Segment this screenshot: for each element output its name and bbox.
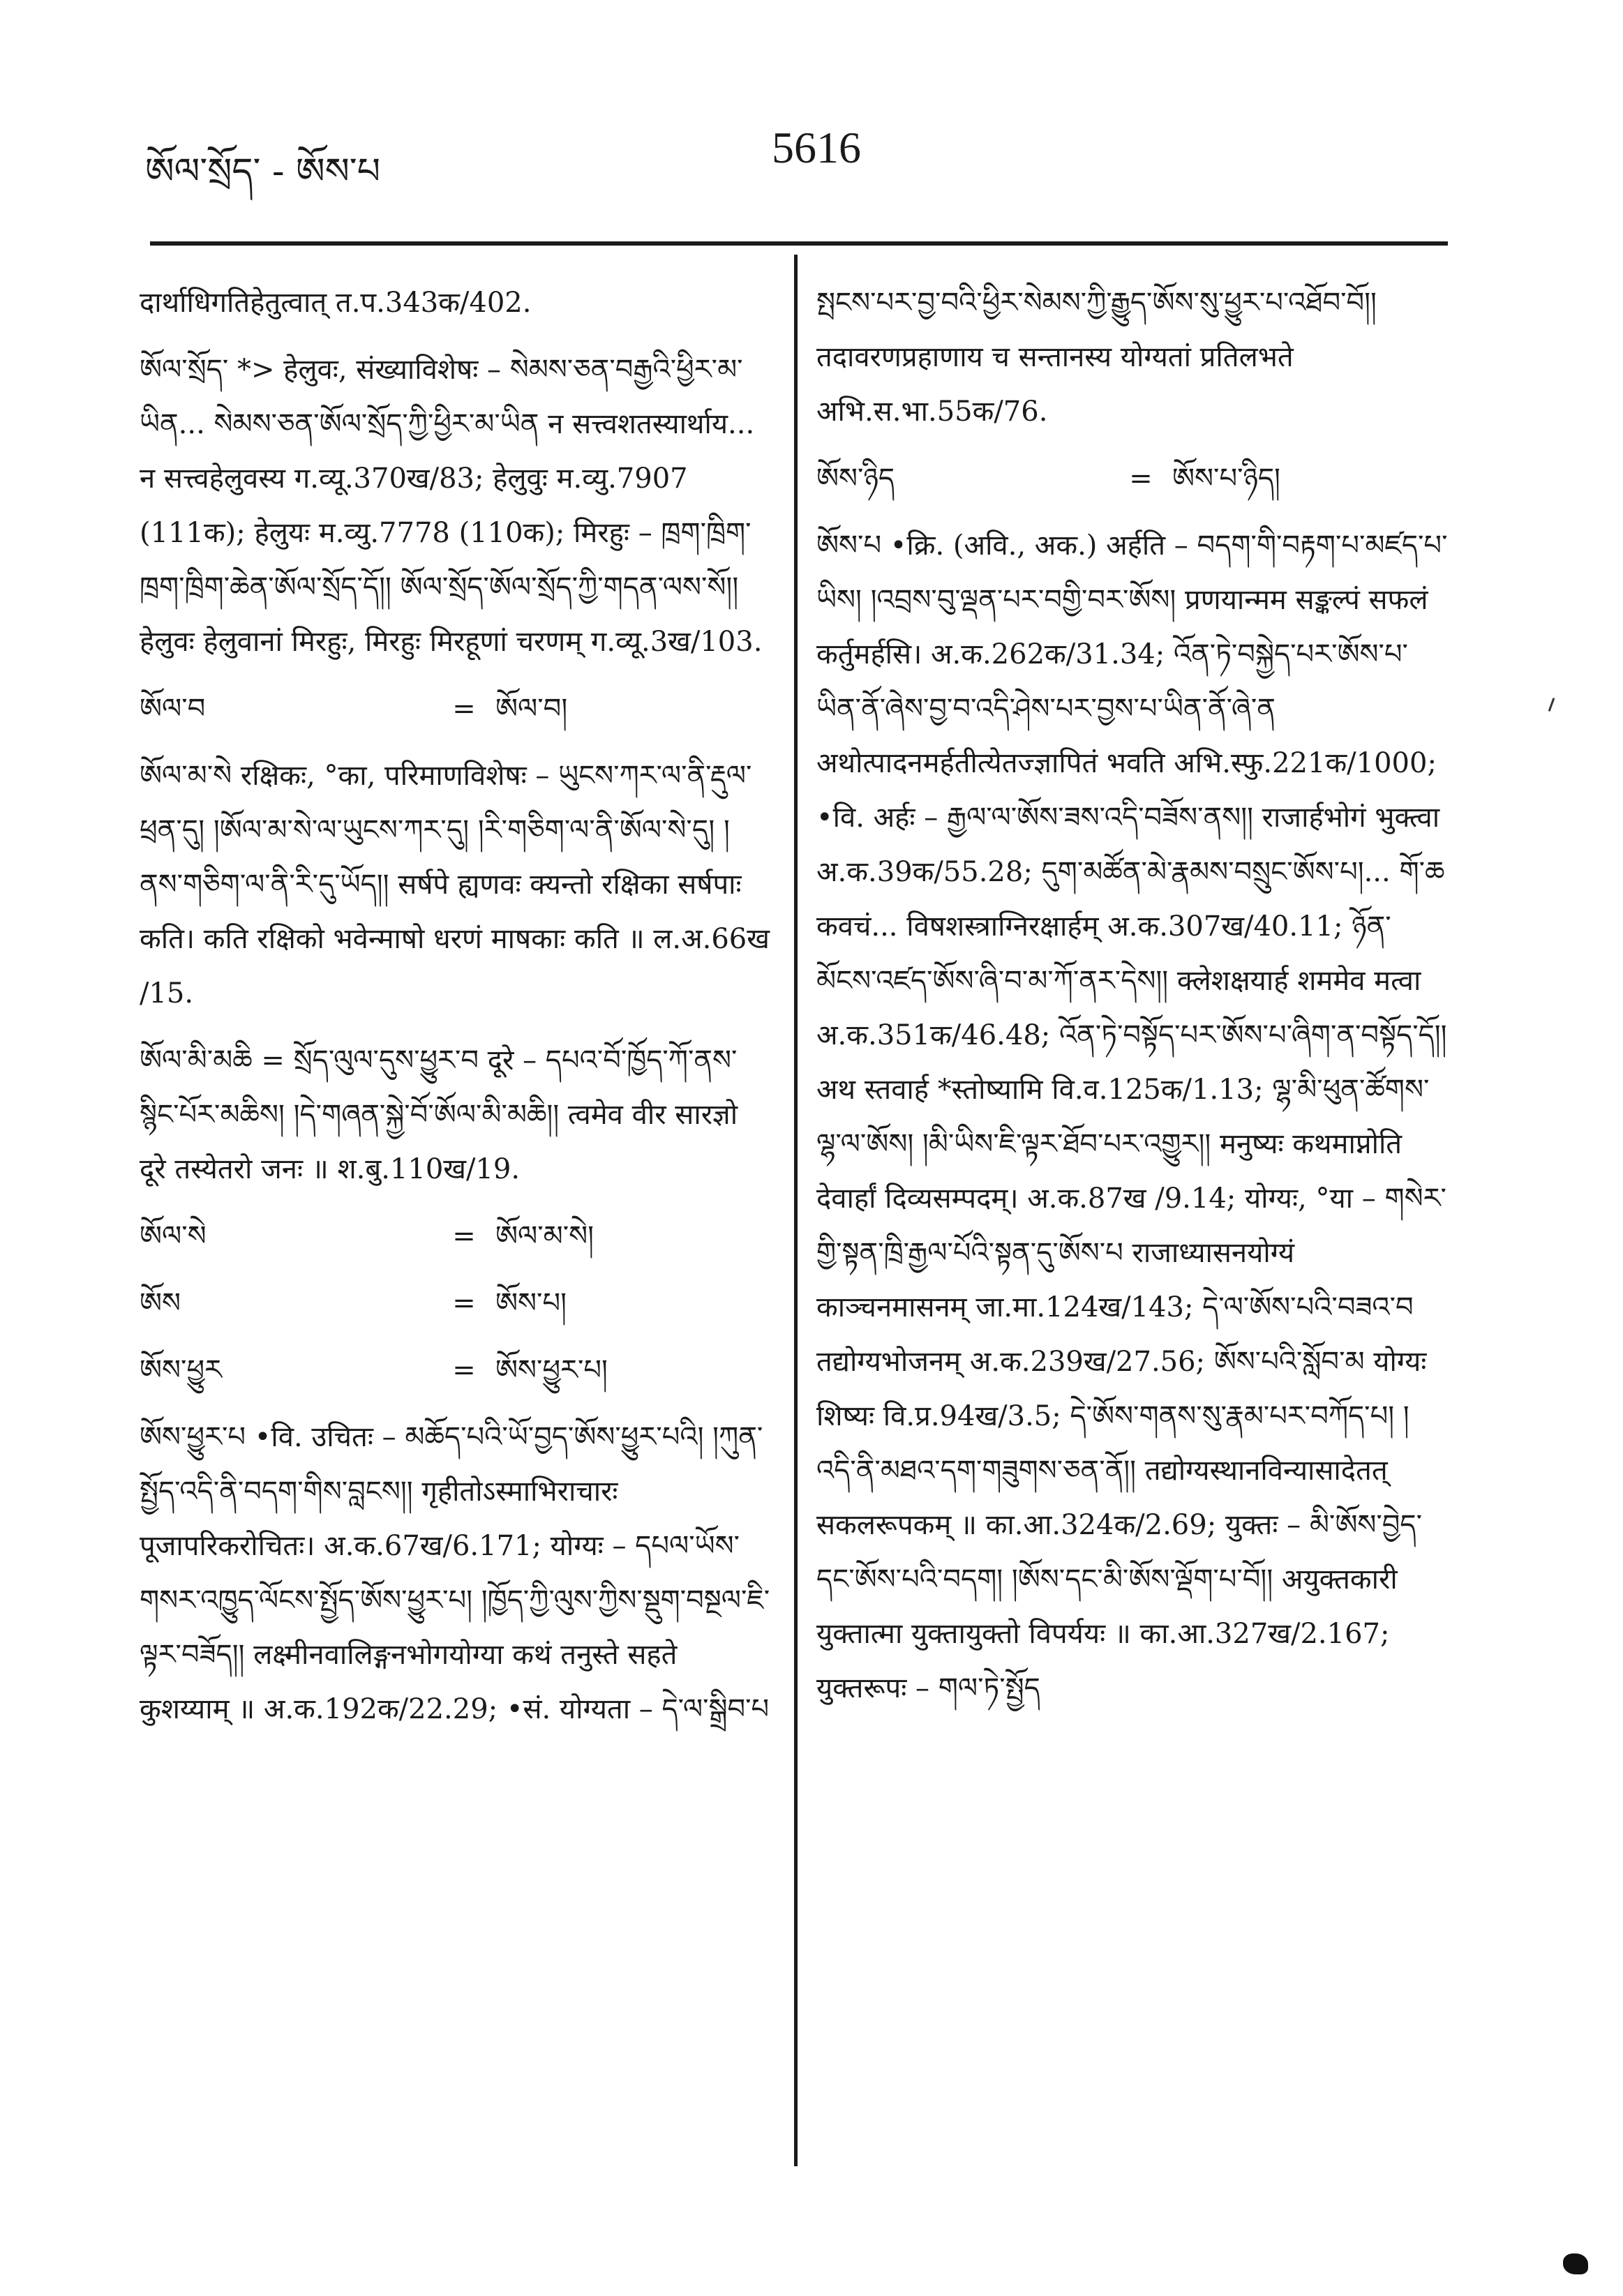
page-number: 5616 — [772, 123, 861, 172]
target-headword: ཨོལ་བ། — [495, 693, 568, 725]
target-headword: ཨོལ་མ་སེ། — [495, 1220, 594, 1252]
equals-sign: = — [452, 1354, 476, 1386]
equals-sign: = — [452, 1220, 476, 1252]
dictionary-entry: ཨོས་པ •क्रि. (अवि., अक.) अर्हति – བདག་གི་བརྟག་པ་མཛད་པ་ཡིས། །འབྲས་བུ་ལྡན་པར་བགྱི་བར་ཨོས། प्रणयान्मम सङ्कल्पं सफलं कर्तुमर्हसि। अ.क.262क/31.34; འོན་ཏེ་བསྐྱེད་པར་ཨོས་པ་ཡིན་ནོ་ཞེས་བྱ་བ་འདི་ཤེས་པར་བྱས་པ་ཡིན་ནོ་ཞེ་ན अथोत्पादनमर्हतीत्येतज्ज्ञापितं भवति अभि.स्फु.221क/1000; •वि. अर्हः – རྒྱལ་ལ་ཨོས་ཟས་འདི་བཟོས་ནས།། राजार्हभोगं भुक्त्वा अ.क.39क/55.28; དུག་མཚོན་མེ་རྣམས་བསྲུང་ཨོས་པ།... གོ་ཆ कवचं... विषशस्त्राग्निरक्षार्हम् अ.क.307ख/40.11; ཉོན་མོངས་འཛད་ཨོས་ཞི་བ་མ་ཀོ་ནར་དེས།། क्लेशक्षयार्ह शममेव मत्वा अ.क.351क/46.48; འོན་ཏེ་བསྟོད་པར་ཨོས་པ་ཞིག་ན་བསྟོད་དོ།། अथ स्तवार्ह *स्तोष्यामि वि.व.125क/1.13; ལྷ་མི་ཕུན་ཚོགས་ལྷ་ལ་ཨོས། །མི་ཡིས་ཇི་ལྟར་ཐོབ་པར་འགྱུར།། मनुष्यः कथमाप्नोति देवार्हां दिव्यसम्पदम्। अ.क.87ख /9.14; योग्यः, °या – གསེར་གྱི་སྟན་ཁྲི་རྒྱལ་པོའི་སྟན་དུ་ཨོས་པ राजाध्यासनयोग्यं काञ्चनमासनम् जा.मा.124ख/143; དེ་ལ་ཨོས་པའི་བཟའ་བ तद्योग्यभोजनम् अ.क.239ख/27.56; ཨོས་པའི་སློབ་མ योग्यः शिष्यः वि.प्र.94ख/3.5; དེ་ཨོས་གནས་སུ་རྣམ་པར་བཀོད་པ། །འདི་ནི་མཐའ་དག་གཟུགས་ཅན་ནོ།། तद्योग्यस्थानविन्यासादेतत् सकलरूपकम् ॥ का.आ.324क/2.69; युक्तः – མི་ཨོས་བྱེད་དང་ཨོས་པའི་བདག། །ཨོས་དང་མི་ཨོས་ལྡོག་པ་བོ།། अयुक्तकारी युक्तात्मा युक्तायुक्तो विपर्ययः ॥ का.आ.327ख/2.167; युक्तरूपः – གལ་ཏེ་སྤྱོད — [816, 530, 1448, 1704]
cross-reference-entry — [140, 1343, 771, 1397]
equals-sign: = — [452, 1287, 476, 1319]
target-headword: ཨོས་པ། — [495, 1287, 567, 1319]
cross-reference-entry — [816, 451, 1448, 506]
margin-mark — [1548, 698, 1555, 712]
dictionary-entry: ཨོལ་སྲོད་ *> हेलुवः, संख्याविशेषः – སེམས་ཅན་བརྒྱའི་ཕྱིར་མ་ཡིན... སེམས་ཅན་ཨོལ་སྲོད་ཀྱི་ཕྱིར་མ་ཡིན न सत्त्वशतस्यार्थाय... न सत्त्वहेलुवस्य ग.व्यू.370ख/83; हेलुवुः म.व्यु.7907 (111क); हेलुयः म.व्यु.7778 (110क); मिरहुः – ཁྲག་ཁྲིག་ཁྲག་ཁྲིག་ཆེན་ཨོལ་སྲོད་དོ།། ཨོལ་སྲོད་ཨོལ་སྲོད་ཀྱི་གདན་ལས་སོ།། हेलुवः हेलुवानां मिरहुः, मिरहुः मिरहूणां चरणम् ग.व्यू.3ख/103. — [140, 354, 763, 658]
cross-reference-entry — [140, 1209, 771, 1263]
cross-reference-entry — [140, 682, 771, 736]
page-header-left: ཨོལ་སྲོད་ - ཨོས་པ — [145, 151, 381, 193]
ink-blot — [1563, 2253, 1588, 2274]
headword: ཨོས་ཕྱུར — [140, 1354, 222, 1386]
headword: ཨོས་ཉིད — [816, 463, 895, 495]
dictionary-entry: ཨོལ་མ་སེ रक्षिकः, °का, परिमाणविशेषः – ཡུངས་ཀར་ལ་ནི་རྡུལ་ཕྲན་དུ། །ཨོལ་མ་སེ་ལ་ཡུངས་ཀར་དུ། །རི་གཅིག་ལ་ནི་ཨོལ་སེ་དུ། །ནས་གཅིག་ལ་ནི་རི་དུ་ཡོད།། सर्षपे ह्यणवः क्यन्तो रक्षिका सर्षपाः कति। कति रक्षिको भवेन्माषो धरणं माषकाः कति ॥ ल.अ.66ख /15. — [140, 760, 770, 1010]
header-rule — [150, 241, 1448, 246]
cross-reference-entry — [140, 1276, 771, 1330]
left-column — [140, 276, 771, 2180]
column-divider — [794, 255, 798, 2166]
target-headword: ཨོས་ཕྱུར་པ། — [495, 1354, 608, 1386]
right-column — [816, 276, 1448, 2180]
dictionary-entry: दार्थाधिगतिहेतुत्वात् त.प.343क/402. — [140, 287, 532, 319]
dictionary-entry: སྤངས་པར་བྱ་བའི་ཕྱིར་སེམས་ཀྱི་རྒྱུད་ཨོས་སུ་ཕྱུར་པ་འཐོབ་བོ།། तदावरणप्रहाणाय च सन्तानस्य योग्यतां प्रतिलभते अभि.स.भा.55क/76. — [816, 287, 1377, 428]
headword: ཨོལ་བ — [140, 693, 206, 725]
headword: ཨོས — [140, 1287, 181, 1319]
headword: ཨོལ་སེ — [140, 1220, 207, 1252]
target-headword: ཨོས་པ་ཉིད། — [1172, 463, 1280, 495]
equals-sign: = — [1129, 463, 1153, 495]
dictionary-entry: ཨོས་ཕྱུར་པ •वि. उचितः – མཆོད་པའི་ཡོ་བྱད་ཨོས་ཕྱུར་པའི། །ཀུན་སྤྱོད་འདི་ནི་བདག་གིས་བླངས།། गृहीतोऽस्माभिराचारः पूजापरिकरोचितः। अ.क.67ख/6.171; योग्यः – དཔལ་ཡོས་གསར་འཁྱུད་ལོངས་སྤྱོད་ཨོས་ཕྱུར་པ། །ཁྱོད་ཀྱི་ལུས་ཀྱིས་སྡུག་བསྔལ་ཇི་ལྟར་བཟོད།། लक्ष्मीनवालिङ्गनभोगयोग्या कथं तनुस्ते सहते कुशय्याम् ॥ अ.क.192क/22.29; •सं. योग्यता – དེ་ལ་སྒྲིབ་པ — [140, 1421, 770, 1725]
dictionary-entry: ཨོལ་མི་མཆི = སྲོད་ལུལ་དུས་ཕྱུར་བ दूरे – དཔའ་བོ་ཁྱོད་ཀོ་ནས་སྙིང་པོར་མཆིས། །དེ་གཞན་སྐྱེ་བོ་ཨོལ་མི་མཆི།། त्वमेव वीर सारज्ञो दूरे तस्येतरो जनः ॥ श.बु.110ख/19. — [140, 1044, 738, 1185]
equals-sign: = — [452, 693, 476, 725]
